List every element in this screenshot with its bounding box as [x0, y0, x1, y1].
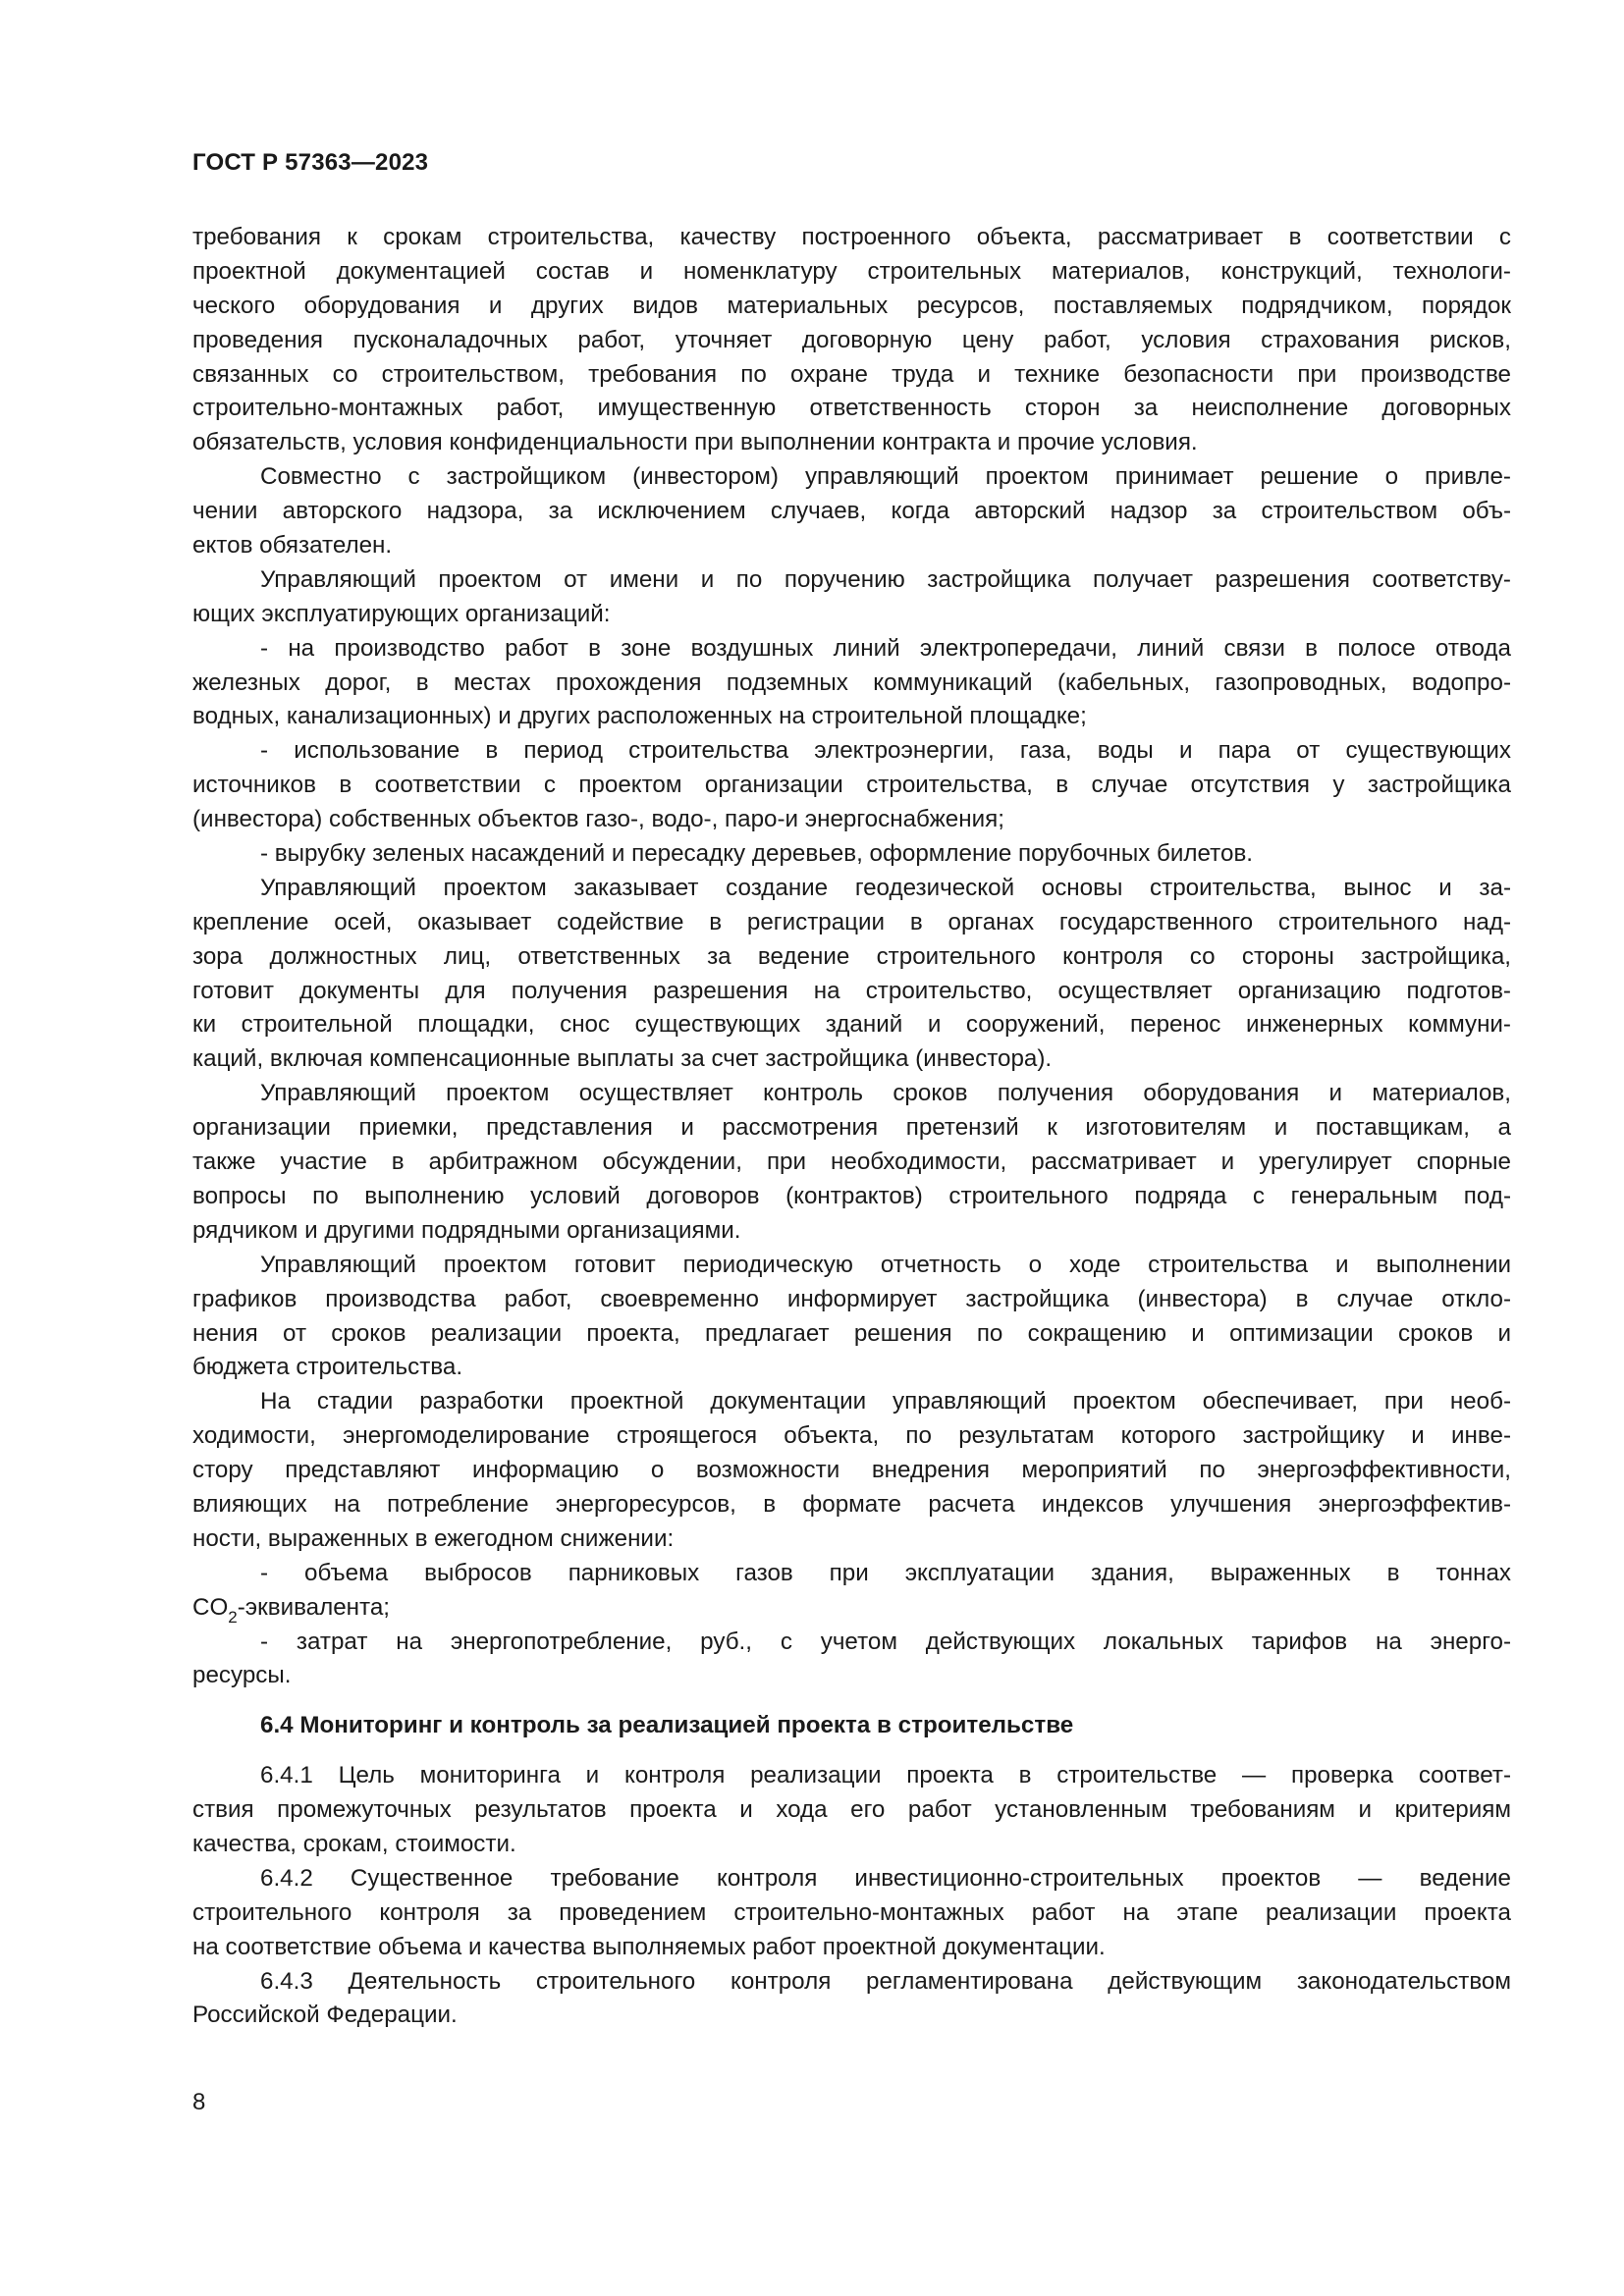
text-line: ки строительной площадки, снос существующих зданий и сооружений, перенос инженерных коммуни-	[192, 1011, 1511, 1039]
text-line: рядчиком и другими подрядными организациями.	[192, 1216, 741, 1244]
text-line: проведения пусконаладочных работ, уточняет договорную цену работ, условия страхования рисков,	[192, 326, 1511, 353]
text-line: Совместно с застройщиком (инвестором) управляющий проектом принимает решение о привле-	[260, 463, 1511, 491]
text-line: водных, канализационных) и других расположенных на строительной площадке;	[192, 703, 1087, 730]
text-line: ходимости, энергомоделирование строящегося объекта, по результатам которого застройщику и инве-	[192, 1422, 1511, 1450]
clause-line: ствия промежуточных результатов проекта и хода его работ установленным требованиям и критериям	[192, 1796, 1511, 1824]
text-line: ческого оборудования и других видов материальных ресурсов, поставляемых подрядчиком, порядок	[192, 292, 1511, 319]
co2-line	[192, 1591, 1511, 1626]
text-line: ресурсы.	[192, 1662, 292, 1689]
text-line: требования к срокам строительства, качеству построенного объекта, рассматривает в соответствии с	[192, 224, 1511, 250]
text-line: бюджета строительства.	[192, 1354, 463, 1381]
text-line: графиков производства работ, своевременно информирует застройщика (инвестора) в случае откло-	[192, 1285, 1511, 1312]
text-line: также участие в арбитражном обсуждении, при необходимости, рассматривает и урегулирует спорные	[192, 1148, 1511, 1176]
text-line: обязательств, условия конфиденциальности при выполнении контракта и прочие условия.	[192, 429, 1198, 456]
text-line: (инвестора) собственных объектов газо-, водо-, паро-и энергоснабжения;	[192, 806, 1004, 833]
list-item-line: - использование в период строительства электроэнергии, газа, воды и пара от существующих	[260, 737, 1511, 765]
clause-line: качества, срокам, стоимости.	[192, 1830, 516, 1857]
text-line: крепление осей, оказывает содействие в регистрации в органах государственного строительного над-	[192, 908, 1511, 935]
co2-subscript: 2	[228, 1607, 238, 1627]
page-number: 8	[192, 2089, 206, 2115]
text-line: ности, выраженных в ежегодном снижении:	[192, 1524, 675, 1552]
list-item-line: - вырубку зеленых насаждений и пересадку деревьев, оформление порубочных билетов.	[260, 840, 1254, 868]
clause-line: строительного контроля за проведением строительно-монтажных работ на этапе реализации проекта	[192, 1898, 1511, 1926]
co2-suffix: -эквивалента;	[237, 1593, 391, 1621]
clause-line: 6.4.1 Цель мониторинга и контроля реализации проекта в строительстве — проверка соответ-	[260, 1762, 1511, 1789]
text-line: Управляющий проектом готовит периодическую отчетность о ходе строительства и выполнении	[260, 1251, 1511, 1278]
list-item-line: - объема выбросов парниковых газов при эксплуатации здания, выраженных в тоннах	[260, 1559, 1511, 1586]
text-line: связанных со строительством, требования по охране труда и технике безопасности при производстве	[192, 360, 1511, 388]
text-line: вопросы по выполнению условий договоров (контрактов) строительного подряда с генеральным под-	[192, 1182, 1511, 1209]
co2-text: CO	[192, 1593, 229, 1621]
list-item-line: - затрат на энергопотребление, руб., с учетом действующих локальных тарифов на энерго-	[260, 1628, 1511, 1655]
text-line: Управляющий проектом от имени и по поручению застройщика получает разрешения соответству-	[260, 565, 1511, 593]
text-line: каций, включая компенсационные выплаты за счет застройщика (инвестора).	[192, 1045, 1053, 1073]
text-line: нения от сроков реализации проекта, предлагает решения по сокращению и оптимизации сроков и	[192, 1319, 1511, 1347]
text-line: строительно-монтажных работ, имущественную ответственность сторон за неисполнение договорных	[192, 395, 1511, 422]
clause-line: 6.4.2 Существенное требование контроля инвестиционно-строительных проектов — ведение	[260, 1864, 1511, 1892]
body-text	[192, 221, 1511, 2033]
text-line: источников в соответствии с проектом организации строительства, в случае отсутствия у застройщика	[192, 772, 1511, 799]
text-line: зора должностных лиц, ответственных за ведение строительного контроля со стороны застройщика,	[192, 942, 1511, 970]
text-line: стору представляют информацию о возможности внедрения мероприятий по энергоэффективности,	[192, 1457, 1511, 1484]
text-line: влияющих на потребление энергоресурсов, в формате расчета индексов улучшения энергоэффектив-	[192, 1490, 1511, 1518]
text-line: ющих эксплуатирующих организаций:	[192, 600, 611, 627]
section-heading: 6.4 Мониторинг и контроль за реализацией проекта в строительстве	[260, 1712, 1074, 1739]
text-line: готовит документы для получения разрешения на строительство, осуществляет организацию подготов-	[192, 977, 1511, 1004]
clause-line: Российской Федерации.	[192, 2002, 458, 2029]
text-line: проектной документацией состав и номенклатуру строительных материалов, конструкций, технологи-	[192, 257, 1511, 285]
text-line: чении авторского надзора, за исключением случаев, когда авторский надзор за строительством объ-	[192, 498, 1511, 525]
text-line: Управляющий проектом заказывает создание геодезической основы строительства, вынос и за-	[260, 874, 1511, 901]
text-line: ектов обязателен.	[192, 532, 393, 560]
standard-header: ГОСТ Р 57363—2023	[192, 149, 429, 176]
clause-line: на соответствие объема и качества выполняемых работ проектной документации.	[192, 1933, 1106, 1960]
text-line: железных дорог, в местах прохождения подземных коммуникаций (кабельных, газопроводных, водопро-	[192, 668, 1511, 696]
text-line: Управляющий проектом осуществляет контроль сроков получения оборудования и материалов,	[260, 1080, 1511, 1107]
list-item-line: - на производство работ в зоне воздушных линий электропередачи, линий связи в полосе отвода	[260, 634, 1511, 662]
text-line: организации приемки, представления и рассмотрения претензий к изготовителям и поставщикам, а	[192, 1114, 1511, 1142]
clause-line: 6.4.3 Деятельность строительного контроля регламентирована действующим законодательством	[260, 1967, 1511, 1995]
text-line: На стадии разработки проектной документации управляющий проектом обеспечивает, при необ-	[260, 1388, 1511, 1415]
